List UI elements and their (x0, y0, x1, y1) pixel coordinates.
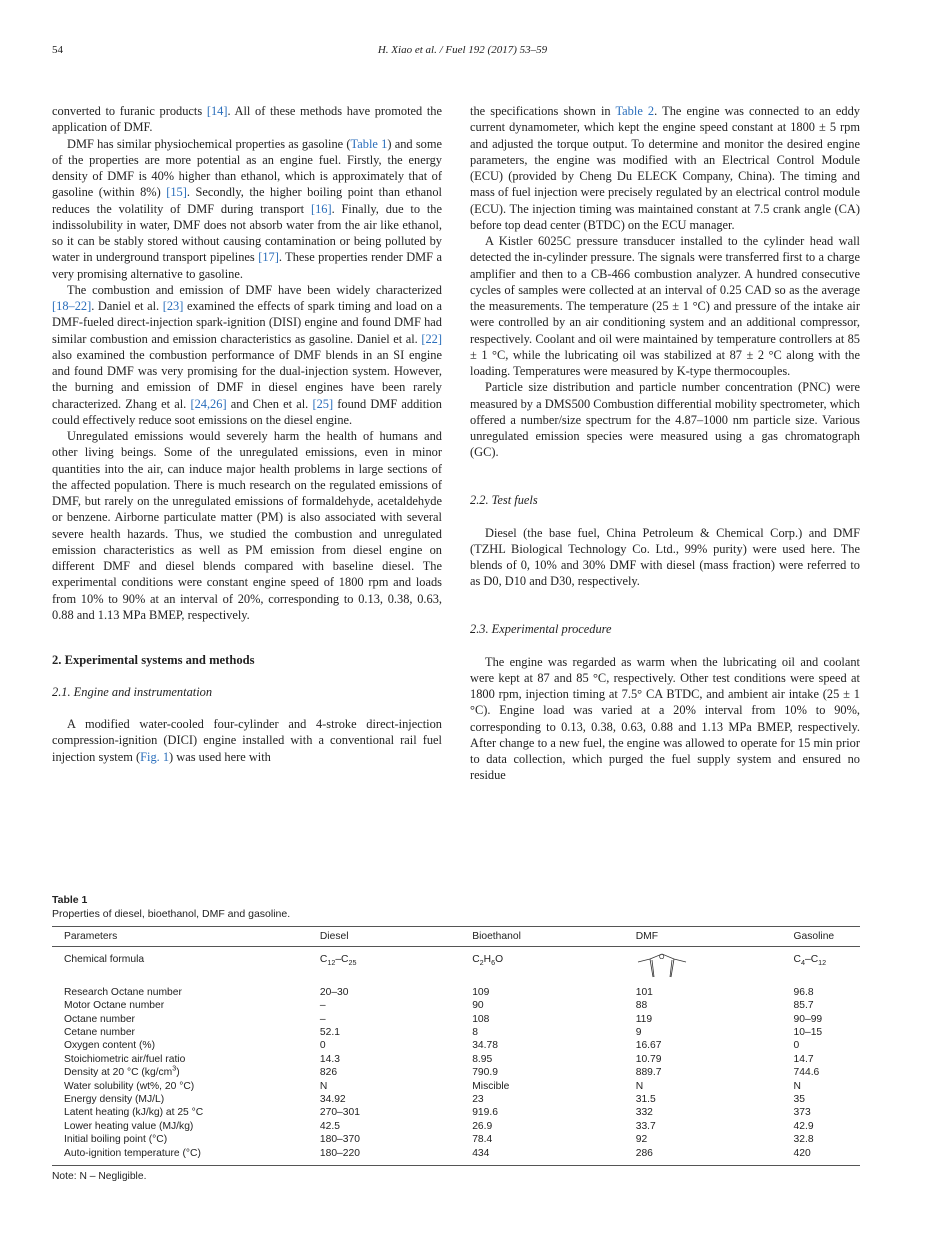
table-cell (794, 947, 860, 986)
table-1 (52, 894, 860, 1182)
table-cell (52, 1080, 320, 1093)
table-cell (52, 986, 320, 999)
text-span: 420 (793, 1147, 811, 1159)
text-span: 31.5 (635, 1094, 656, 1106)
text-span: 88 (635, 1000, 648, 1012)
text-span: . All of these methods have promoted the application of DMF. (52, 104, 442, 135)
text-span: 286 (635, 1147, 653, 1159)
left-column (52, 103, 442, 765)
column-header: DMF (635, 931, 659, 942)
text-span: Diesel (the base fuel, China Petroleum & Chemical Corp.) and DMF (TZHL Biological Technology Co. Ltd., 99% purity) were used here. The blends of 0, 10% and 30% DMF with diesel (mass fraction) were referred to as D0, D10 and D30, respectively. (470, 525, 860, 589)
table-cell (636, 1066, 794, 1079)
subsection-heading: 2.2. Test fuels (470, 492, 538, 507)
text-span: 180–370 (319, 1134, 360, 1146)
table-row (52, 1080, 860, 1093)
text-span: 23 (472, 1094, 484, 1106)
table-cell (794, 986, 860, 999)
text-span: Auto-ignition temperature (°C) (64, 1147, 201, 1159)
table-cell (472, 1133, 636, 1146)
text-span: 270–301 (319, 1107, 360, 1119)
text-span: 790.9 (472, 1067, 498, 1079)
table-row (52, 1106, 860, 1119)
text-span: N (793, 1080, 801, 1092)
text-span: ) (176, 1067, 180, 1079)
superscript: 3 (172, 1063, 177, 1073)
text-span: N (319, 1080, 328, 1092)
paragraph (52, 136, 442, 282)
text-span: 78.4 (472, 1134, 493, 1146)
text-span: ) and some of the properties are more potential as an engine fuel. Firstly, the energy density of DMF is 40% higher than ethanol, which is approximately that of gasoline (within 8%) (52, 136, 442, 200)
text-span: 14.7 (793, 1053, 814, 1065)
text-span: Initial boiling point (°C) (64, 1134, 168, 1146)
table-cell (636, 1133, 794, 1146)
text-span: 26.9 (472, 1120, 493, 1132)
table-cell (794, 1080, 860, 1093)
subsection-heading: 2.3. Experimental procedure (470, 621, 612, 636)
text-span: Stoichiometric air/fuel ratio (64, 1053, 186, 1065)
text-span: and Chen et al. (226, 396, 313, 411)
table-cell (472, 986, 636, 999)
text-span: . Finally, due to the indissolubility in water, DMF does not absorb water from the air like ethanol, so it can be stably stored without causing contamination or being polluted by water in underground transport pipelines (52, 201, 442, 265)
text-span: . The engine was connected to an eddy current dynamometer, which kept the engine speed constant at 1800 ± 5 rpm and adjusted the torque output. To determine and monitor the desired engine parameters, the engine was modified with an Electrical Control Module (ECU) (provided by Cheng Du ELECK Company, China). The timing and mass of fuel injection were precisely regulated by an electrical control module (ECU). The injection timing was maintained constant at 7.5 crank angle (CA) before top dead center (BTDC) on the ECU manager. (470, 104, 860, 232)
paragraph (52, 282, 442, 428)
table-cell (472, 1013, 636, 1026)
text-span: 85.7 (793, 1000, 814, 1012)
text-span: 919.6 (472, 1107, 498, 1119)
table-cell (794, 1120, 860, 1133)
table-cell (52, 999, 320, 1012)
text-span: 108 (472, 1013, 490, 1025)
reference-link[interactable]: [22] (421, 331, 442, 346)
table-cell (320, 1080, 472, 1093)
table-cell (320, 1106, 472, 1119)
paragraph (52, 428, 442, 623)
dmf-structure-icon (636, 953, 692, 981)
table-cell (52, 1147, 320, 1166)
table-cell (794, 1093, 860, 1106)
table-row (52, 1039, 860, 1052)
table-cell (52, 1063, 320, 1079)
table-cell (636, 1026, 794, 1039)
subscript: 25 (348, 958, 357, 968)
text-span: –C (804, 954, 819, 966)
table-cell (636, 999, 794, 1012)
text-span: 33.7 (635, 1120, 656, 1132)
table-cell (472, 1093, 636, 1106)
table-row (52, 1013, 860, 1026)
reference-link[interactable]: [25] (312, 396, 334, 411)
text-span: H (483, 954, 492, 966)
table-cell (636, 986, 794, 999)
text-span: 889.7 (635, 1067, 662, 1079)
table-cell (320, 1066, 472, 1079)
table-cell (636, 1053, 794, 1066)
right-column (470, 103, 860, 784)
table-cell (472, 1026, 636, 1039)
text-span: C (793, 954, 801, 966)
table-cell (320, 999, 472, 1012)
table-row (52, 1093, 860, 1106)
reference-link[interactable]: [15] (166, 185, 187, 200)
table-cell (320, 1013, 472, 1026)
text-span: Miscible (472, 1080, 510, 1092)
table-note: Note: N – Negligible. (52, 1171, 147, 1183)
table-caption: Properties of diesel, bioethanol, DMF and gasoline. (52, 908, 291, 920)
table-cell (794, 1026, 860, 1039)
table-cell (52, 1120, 320, 1133)
text-span: Energy density (MJ/L) (64, 1094, 165, 1106)
text-span: also examined the combustion performance of DMF blends in an SI engine and found DMF was very promising for the dual-injection system. However, the burning and emission of DMF in diesel engines have been rarely characterized. Zhang et al. (52, 347, 442, 411)
reference-link[interactable]: Table 1 (350, 136, 388, 151)
text-span: . These properties render DMF a very promising alternative to gasoline. (52, 250, 442, 281)
table-row (52, 1026, 860, 1039)
text-span: 8 (472, 1027, 478, 1039)
table-cell (794, 1066, 860, 1079)
text-span: Motor Octane number (64, 1000, 165, 1012)
text-span: 32.8 (793, 1134, 814, 1146)
text-span: 8.95 (472, 1053, 493, 1065)
text-span: examined the effects of spark timing and load on a DMF-fueled direct-injection spark-ignition (DISI) engine and found DMF had similar combustion and emission characteristics as gasoline. Daniel et al. (52, 299, 443, 346)
text-span: 90 (472, 1000, 484, 1012)
text-span: A modified water-cooled four-cylinder and 4-stroke direct-injection compression-ignition (DICI) engine installed with a conventional rail fuel injection system ( (52, 717, 442, 764)
table-cell (472, 1066, 636, 1079)
text-span: C (472, 954, 480, 966)
table-cell (52, 1039, 320, 1052)
text-span: the specifications shown in (470, 104, 616, 118)
table-cell (636, 1080, 794, 1093)
text-span: Oxygen content (%) (64, 1040, 155, 1052)
table-cell (52, 947, 320, 986)
paragraph (52, 103, 442, 136)
column-header: Parameters (64, 931, 118, 942)
table-cell (636, 1013, 794, 1026)
text-span: A Kistler 6025C pressure transducer installed to the cylinder head wall detected the in-cylinder pressure. The signals were transferred first to a charge amplifier and then to a CB-466 combustion analyzer. A hundred consecutive cycles of samples were collected at an interval of 0.25 CAD so as the average the measurements. The temperature (25 ± 1 °C) and pressure of the intake air were controlled by an air conditioning system and an additional compressor, respectively. Coolant and oil were maintained by temperature controllers at 85 ± 1 °C, while the lubricating oil was stabilized at 87 ± 2 °C along with the loading. Temperatures were measured by K-type thermocouples. (470, 234, 860, 378)
text-span: The engine was regarded as warm when the lubricating oil and coolant were kept at 87 and 85 °C, respectively. Other test conditions were speed at 1800 rpm, injection timing at 7.5° CA BTDC, and ambient air intake (25 ± 1 °C). Engine load was varied at a 20% interval from 10% to 90%, corresponding to 0.13, 0.38, 0.63, 0.88 and 1.13 MPa BMEP, respectively. After change to a new fuel, the engine was allowed to operate for 15 min prior to data collection, which purged the fuel supply system and ensured no residue (470, 654, 860, 783)
table-cell (636, 947, 794, 986)
text-span: . Daniel et al. (91, 299, 163, 313)
text-span: 35 (793, 1094, 805, 1106)
paragraph (470, 525, 860, 590)
text-span: C (319, 954, 328, 966)
subscript: 12 (818, 958, 827, 968)
table-cell (52, 1133, 320, 1146)
subscript: 4 (800, 958, 805, 968)
text-span: The combustion and emission of DMF have been widely characterized (67, 282, 442, 297)
table-cell (320, 1039, 472, 1052)
table-cell (52, 1053, 320, 1066)
text-span: 20–30 (319, 986, 349, 998)
text-span: Unregulated emissions would severely harm the health of humans and other living beings. Some of the unregulated emissions, even in minor quantities into the air, can induce major health problems in large sections of the affected population. There is much research on the regulated emissions of DMF, but rarely on the unregulated emissions of formaldehyde, acetaldehyde or benzene. Airborne particulate matter (PM) is also associated with several severe health hazards. Thus, we studied the combustion and unregulated emission characteristics as well as PM emission from diesel engine on different DMF and diesel blends compared with baseline diesel. The experimental conditions were constant engine speed of 1800 rpm and loads from 10% to 90% at an interval of 20%, corresponding to 0.13, 0.38, 0.63, 0.88 and 1.13 MPa BMEP, respectively. (52, 429, 442, 622)
reference-link[interactable]: Table 2 (615, 104, 655, 118)
text-span: Density at 20 °C (kg/cm (64, 1067, 173, 1079)
table-cell (472, 1106, 636, 1119)
text-span: converted to furanic products (52, 104, 207, 118)
svg-text:O: O (658, 954, 665, 962)
table-cell (636, 1120, 794, 1133)
text-span: . Secondly, the higher boiling point than ethanol reduces the volatility of DMF during transport (52, 185, 442, 216)
table-cell (794, 1013, 860, 1026)
reference-link[interactable]: [16] (310, 201, 332, 216)
subscript: 2 (479, 958, 484, 968)
text-span: Particle size distribution and particle number concentration (PNC) were measured by a DMS500 Combustion differential mobility spectrometer, which offered a number/size spectrum for the 4.87–1000 nm particle size. Various unregulated emission species were measured using a gas chromatograph (GC). (470, 380, 860, 460)
page-number: 54 (52, 44, 63, 56)
text-span: 434 (472, 1147, 490, 1159)
text-span: O (495, 954, 504, 966)
intro-paragraphs (52, 103, 442, 623)
column-header: Gasoline (793, 931, 835, 942)
table-row (52, 1120, 860, 1133)
table-cell (636, 1093, 794, 1106)
text-span: 180–220 (319, 1147, 360, 1159)
table-row (52, 986, 860, 999)
table-cell (320, 986, 472, 999)
table-row (52, 1066, 860, 1079)
text-span: 90–99 (793, 1013, 823, 1025)
paragraph (470, 654, 860, 784)
column-header: Diesel (319, 931, 349, 942)
table-row (52, 1133, 860, 1146)
text-span: 119 (635, 1013, 653, 1025)
table-cell (320, 1120, 472, 1133)
text-span: found DMF addition could effectively reduce soot emissions on the diesel engine. (52, 396, 442, 427)
table-cell (320, 1026, 472, 1039)
table-cell (320, 1147, 472, 1166)
table-cell (794, 1106, 860, 1119)
text-span: 34.92 (319, 1094, 346, 1106)
text-span: 332 (635, 1107, 653, 1119)
table-cell (472, 1080, 636, 1093)
text-span: – (319, 1000, 326, 1012)
text-span: 92 (635, 1134, 648, 1146)
paragraph (470, 379, 860, 460)
table-cell (320, 1093, 472, 1106)
running-title: H. Xiao et al. / Fuel 192 (2017) 53–59 (377, 44, 548, 56)
text-span: 42.9 (793, 1120, 814, 1132)
text-span: Water solubility (wt%, 20 °C) (64, 1080, 195, 1092)
table-cell (794, 1053, 860, 1066)
text-span: 42.5 (319, 1120, 340, 1132)
subscript: 12 (327, 958, 336, 968)
subscript: 6 (491, 958, 496, 968)
text-span: 373 (793, 1107, 811, 1119)
paragraph (52, 716, 442, 765)
table-cell (636, 1039, 794, 1052)
table-cell (794, 1147, 860, 1166)
text-span: 101 (635, 986, 653, 998)
column-header: Bioethanol (472, 931, 521, 942)
table-cell (636, 1106, 794, 1119)
table-cell (472, 947, 636, 986)
reference-link[interactable]: Fig. 1 (140, 749, 170, 764)
text-span: 0 (319, 1040, 326, 1052)
text-span: 109 (472, 986, 490, 998)
table-cell (472, 1147, 636, 1166)
reference-link[interactable]: [14] (206, 104, 228, 118)
text-span: 52.1 (319, 1027, 340, 1039)
table-cell (794, 1039, 860, 1052)
text-span: Lower heating value (MJ/kg) (64, 1120, 194, 1132)
reference-link[interactable]: [23] (162, 299, 184, 313)
text-span: 9 (635, 1027, 642, 1039)
reference-link[interactable]: [18–22] (52, 299, 92, 313)
properties-table (52, 926, 860, 1166)
text-span: DMF has similar physiochemical properties as gasoline ( (67, 136, 351, 151)
text-span: 826 (319, 1067, 338, 1079)
text-span: 34.78 (472, 1040, 498, 1052)
reference-link[interactable]: [24,26] (190, 396, 227, 411)
text-span: Research Octane number (64, 986, 182, 998)
text-span: 16.67 (635, 1040, 662, 1052)
text-span: 744.6 (793, 1067, 820, 1079)
table-cell (52, 1013, 320, 1026)
table-cell (794, 1133, 860, 1146)
text-span: 10.79 (635, 1053, 662, 1065)
table-label: Table 1 (52, 894, 88, 906)
text-span: 14.3 (319, 1053, 340, 1065)
text-span: Latent heating (kJ/kg) at 25 °C (64, 1107, 204, 1119)
text-span: – (319, 1013, 326, 1025)
reference-link[interactable]: [17] (258, 250, 279, 265)
table-row (52, 1147, 860, 1166)
table-cell (794, 999, 860, 1012)
paragraph (470, 233, 860, 379)
table-cell (320, 1053, 472, 1066)
table-row (52, 947, 860, 986)
table-cell (636, 1147, 794, 1166)
text-span: Cetane number (64, 1027, 135, 1039)
table-cell (472, 999, 636, 1012)
table-cell (472, 1120, 636, 1133)
text-span: ) was used here with (169, 749, 271, 764)
table-cell (320, 1133, 472, 1146)
text-span: –C (335, 954, 349, 966)
table-cell (320, 947, 472, 986)
table-cell (52, 1106, 320, 1119)
text-span: 96.8 (793, 986, 814, 998)
table-row (52, 999, 860, 1012)
text-span: 10–15 (793, 1027, 823, 1039)
table-cell (52, 1026, 320, 1039)
section-heading: 2. Experimental systems and methods (52, 653, 255, 667)
paragraph (470, 103, 860, 233)
engine-paragraphs (470, 103, 860, 461)
subsection-heading: 2.1. Engine and instrumentation (52, 685, 213, 699)
text-span: Chemical formula (64, 954, 145, 966)
table-cell (52, 1093, 320, 1106)
text-span: N (635, 1080, 644, 1092)
text-span: Octane number (64, 1013, 135, 1025)
text-span: 0 (793, 1040, 800, 1052)
table-cell (472, 1039, 636, 1052)
table-cell (472, 1053, 636, 1066)
